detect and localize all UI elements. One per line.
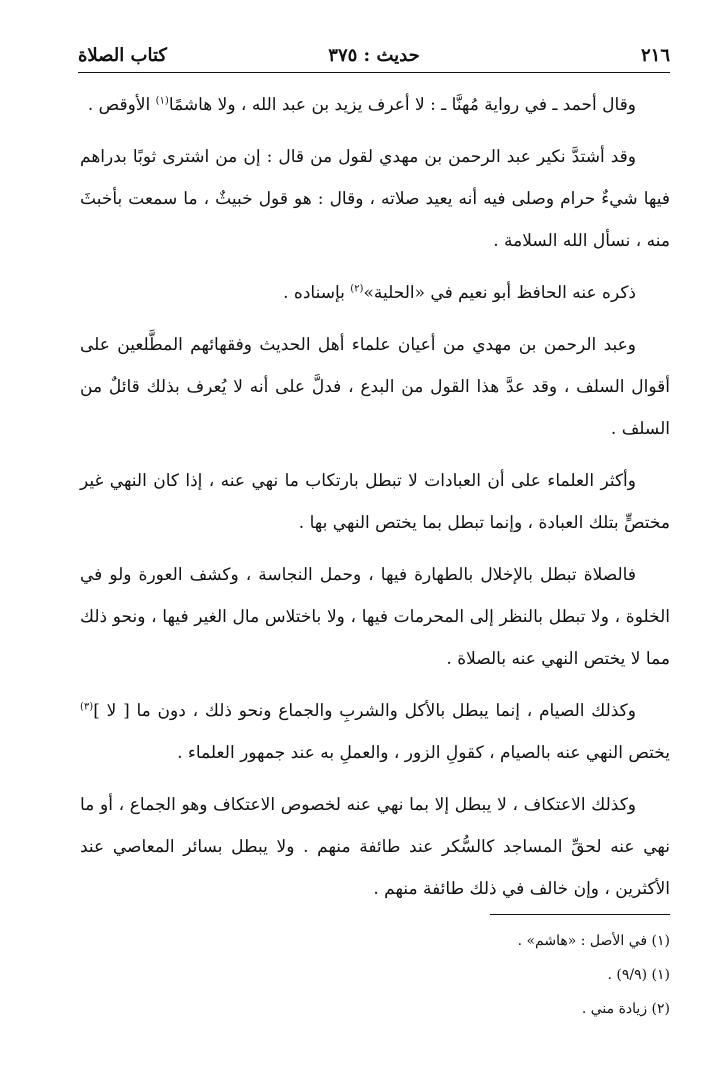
paragraph-text: فالصلاة تبطل بالإخلال بالطهارة فيها ، وحمل النجاسة ، وكشف العورة ولو في الخلوة ، ولا تبطل بالنظر إلى المحرمات فيها ، ولا باختلاس مال الغير فيها ، ونحو ذلك مما لا يختص النهي عنه بالصلاة . <box>80 565 670 669</box>
main-text <box>80 84 670 920</box>
paragraph-text: بإسناده . <box>283 283 351 303</box>
paragraph-text: الأوقص . <box>87 95 156 115</box>
paragraph-text: وكذلك الصيام ، إنما يبطل بالأكل والشربِ والجماع ونحو ذلك ، دون ما [ لا ] <box>93 701 636 721</box>
paragraph <box>80 272 670 314</box>
paragraph <box>80 554 670 680</box>
footnote-marker: (١) <box>155 95 169 107</box>
paragraph <box>80 324 670 450</box>
page-number: ٢١٦ <box>640 45 670 66</box>
paragraph-text: وقد أشتدَّ نكير عبد الرحمن بن مهدي لقول من قال : إن من اشترى ثوبًا بدراهم فيها شيءٌ حرام وصلى فيه أنه يعيد صلاته ، وقال : هو قول خبيثٌ ، ما سمعت بأخبثَ منه ، نسأل الله السلامة . <box>80 147 670 251</box>
paragraph <box>80 784 670 910</box>
paragraph-text: وقال أحمد ـ في رواية مُهنَّا ـ : لا أعرف يزيد بن عبد الله ، ولا هاشمًا <box>168 95 636 115</box>
paragraph-text: وأكثر العلماء على أن العبادات لا تبطل بارتكاب ما نهي عنه ، إذا كان النهي غير مختصٍّ بتلك العبادة ، وإنما تبطل بما يختص النهي بها . <box>80 471 670 533</box>
hadith-number: حديث : ٣٧٥ <box>328 45 420 66</box>
paragraph-text: يختص النهي عنه بالصيام ، كقولِ الزور ، والعملِ به عند جمهور العلماء . <box>177 743 670 763</box>
footnote-item: (٢) زيادة مني . <box>581 1001 670 1017</box>
paragraph <box>80 136 670 262</box>
page-header <box>78 42 670 73</box>
footnote-item: (١) (٩/٩) . <box>607 967 670 983</box>
book-title: كتاب الصلاة <box>78 45 167 66</box>
footnote-marker: (٣) <box>80 701 94 713</box>
paragraph-text: وعبد الرحمن بن مهدي من أعيان علماء أهل الحديث وفقهائهم المطَّلعين على أقوال السلف ، وقد عدَّ هذا القول من البدع ، فدلَّ على أنه لا يُعرف بذلك قائلٌ من السلف . <box>80 335 670 439</box>
paragraph <box>80 690 670 774</box>
paragraph-text: ذكره عنه الحافظ أبو نعيم في «الحلية» <box>363 283 636 303</box>
footnote-item: (١) في الأصل : «هاشم» . <box>517 933 670 949</box>
paragraph-text: وكذلك الاعتكاف ، لا يبطل إلا بما نهي عنه لخصوص الاعتكاف وهو الجماع ، أو ما نهي عنه لحقِّ المساجد كالسُّكر عند طائفة منهم . ولا يبطل بسائر المعاصي عند الأكثرين ، وإن خالف في ذلك طائفة منهم . <box>80 795 670 899</box>
paragraph <box>80 460 670 544</box>
paragraph <box>80 84 670 126</box>
footnotes <box>70 924 670 1026</box>
footnote-divider <box>490 914 670 915</box>
footnote-marker: (٢) <box>350 283 364 295</box>
